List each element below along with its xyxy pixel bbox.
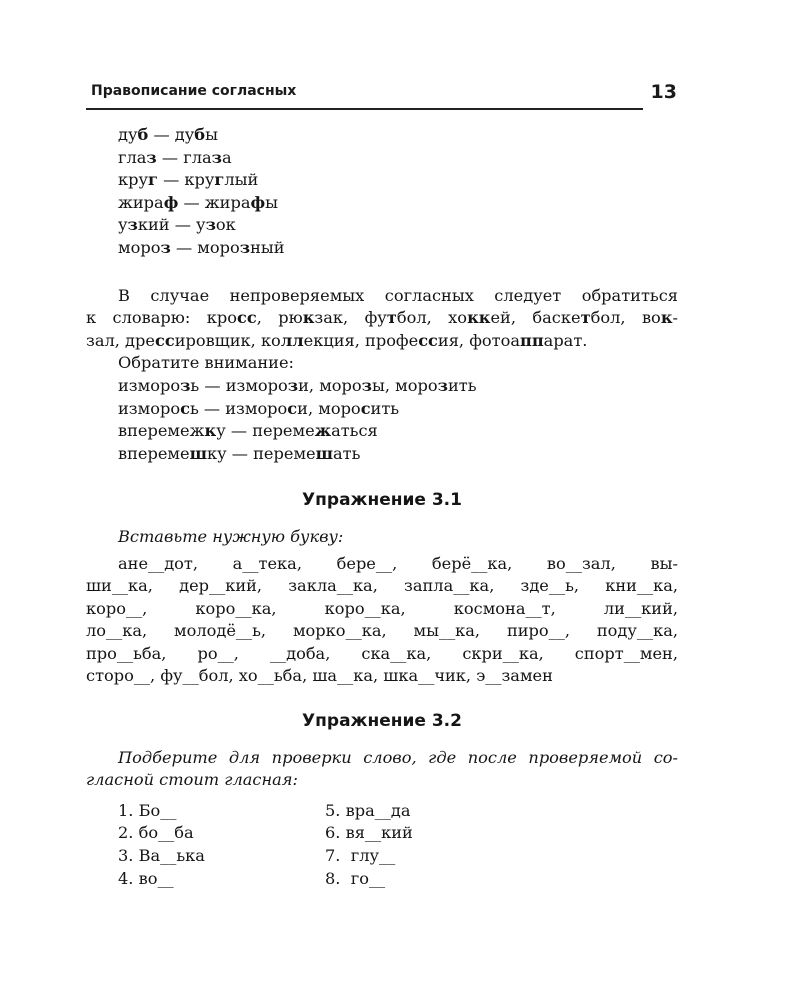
rule-line: В случае непроверяемых согласных следует обратиться [118,285,678,305]
exercise-3-2-title: Упражнение 3.2 [302,711,462,732]
rule-paragraph [86,285,678,353]
list-item: 2. бо__ба [118,823,194,843]
word-pair-line: узкий — узок [118,215,236,235]
exercise-3-2-instruction: Подберите для проверки слово, где после проверяемой со- [118,747,678,767]
rule-line: зал, дрессировщик, коллекция, профессия, фотоаппарат. [86,330,588,350]
header-rule [86,108,643,110]
rule-line: к словарю: кросс, рюкзак, футбол, хоккей, баскетбол, вок- [86,308,678,328]
word-pair-line: жираф — жирафы [118,192,278,212]
exercise-line: ши__ка, дер__кий, закла__ка, запла__ка, зде__ь, кни__ка, [86,576,678,596]
word-pairs-list [86,124,678,260]
exercise-line: ло__ка, молодё__ь, морко__ка, мы__ка, пиро__, поду__ка, [86,621,678,641]
page-number: 13 [650,81,677,103]
page-header [86,78,679,110]
attention-block [86,352,678,465]
attention-label: Обратите внимание: [118,353,294,373]
word-pair-line: дуб — дубы [118,125,218,144]
exercise-line: сторо__, фу__бол, хо__ьба, ша__ка, шка__чик, э__замен [86,666,553,686]
attention-line: вперемешку — перемешать [118,443,361,463]
exercise-3-1-title: Упражнение 3.1 [302,490,462,511]
exercise-3-2-right-column [325,800,532,890]
exercise-3-2-instruction: гласной стоит гласная: [86,770,298,790]
list-item: 8. го__ [325,868,386,888]
exercise-line: про__ьба, ро__, __доба, ска__ка, скри__ка, спорт__мен, [86,643,678,663]
exercise-3-2-list [86,800,678,890]
exercise-line: коро__, коро__ка, коро__ка, космона__т, ли__кий, [86,598,678,618]
running-head-title: Правописание согласных [91,83,297,99]
list-item: 7. глу__ [325,846,396,866]
list-item: 5. вра__да [325,800,411,820]
word-pair-line: мороз — морозный [118,237,285,257]
word-pair-line: круг — круглый [118,170,259,190]
attention-line: изморось — измороси, моросить [118,398,400,418]
exercise-3-1-instruction: Вставьте нужную букву: [118,526,344,546]
exercise-line: ане__дот, а__тека, бере__, берё__ка, во__зал, вы- [118,553,678,573]
exercise-3-1-words [86,553,678,689]
list-item: 1. Бо__ [118,800,177,820]
list-item: 3. Ва__ька [118,846,205,866]
attention-line: вперемежку — перемежаться [118,421,378,441]
attention-line: изморозь — изморози, морозы, морозить [118,375,477,395]
page-content [86,124,678,890]
word-pair-line: глаз — глаза [118,147,232,167]
list-item: 6. вя__кий [325,823,413,843]
list-item: 4. во__ [118,868,174,888]
exercise-3-2-left-column [118,800,325,890]
